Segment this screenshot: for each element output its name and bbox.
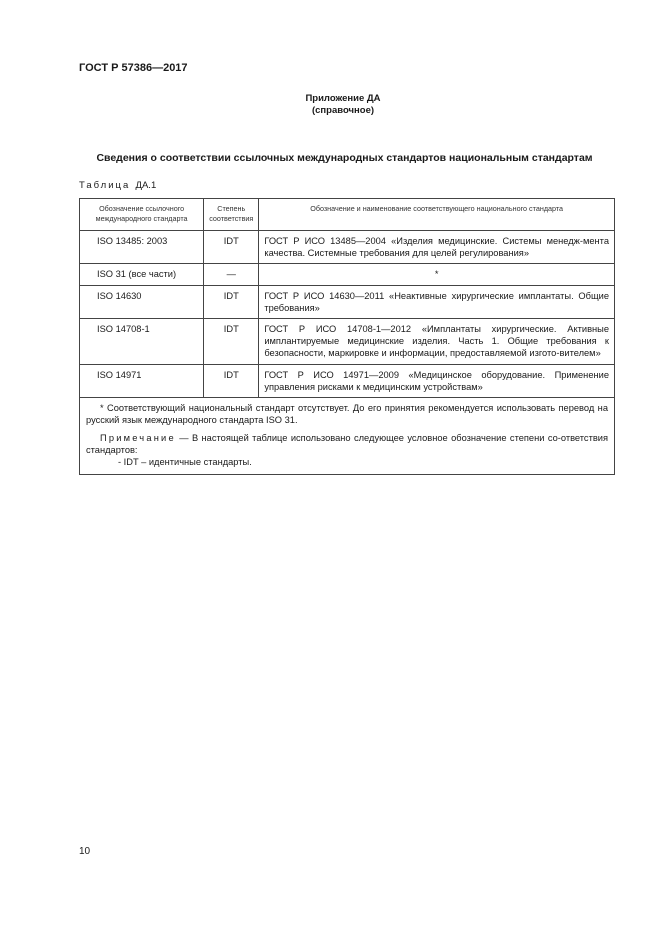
table-label-word: Таблица xyxy=(79,180,131,191)
cell-degree: IDT xyxy=(204,364,259,397)
annex-title: Приложение ДА xyxy=(305,93,381,104)
note-label: Примечание xyxy=(100,433,176,444)
cell-degree: IDT xyxy=(204,231,259,264)
cell-intl-standard: ISO 31 (все части) xyxy=(80,264,204,285)
table-footnote: * Соответствующий национальный стандарт отсутствует. До его принятия рекомендуется использовать перевод на русский язык международного стандарта ISO 31. xyxy=(86,403,608,426)
table-row xyxy=(80,264,615,285)
table-note xyxy=(86,432,608,456)
table-notes-row xyxy=(80,398,615,475)
document-code: ГОСТ Р 57386—2017 xyxy=(79,62,188,74)
annex-block xyxy=(0,93,661,117)
cell-intl-standard: ISO 14708-1 xyxy=(80,319,204,365)
note-item: - IDT – идентичные стандарты. xyxy=(118,457,252,468)
cell-degree: — xyxy=(204,264,259,285)
cell-national-standard: ГОСТ Р ИСО 13485—2004 «Изделия медицинские. Системы менедж-мента качества. Системные требования для целей регулирования» xyxy=(259,231,615,264)
table-row xyxy=(80,364,615,397)
table-row xyxy=(80,319,615,365)
page-number: 10 xyxy=(79,846,91,857)
table-notes-cell xyxy=(80,398,615,475)
cell-national-standard: ГОСТ Р ИСО 14708-1—2012 «Имплантаты хирургические. Активные имплантируемые медицинские изделия. Часть 1. Общие требования к безопасности, маркировке и информации, предоставляемой изгото-вителем» xyxy=(259,319,615,365)
cell-degree: IDT xyxy=(204,319,259,365)
table-label-id: ДА.1 xyxy=(135,180,157,191)
table-label xyxy=(79,180,156,191)
cell-degree: IDT xyxy=(204,285,259,318)
cell-national-standard: ГОСТ Р ИСО 14971—2009 «Медицинское оборудование. Применение управления рисками к медицинским устройствам» xyxy=(259,364,615,397)
cell-national-standard: ГОСТ Р ИСО 14630—2011 «Неактивные хирургические имплантаты. Общие требования» xyxy=(259,285,615,318)
column-header-degree: Степень соответствия xyxy=(204,199,259,231)
note-text: — В настоящей таблице использовано следующее условное обозначение степени со-ответствия стандартов: xyxy=(86,433,608,456)
cell-intl-standard: ISO 13485: 2003 xyxy=(80,231,204,264)
column-header-national-standard: Обозначение и наименование соответствующего национального стандарта xyxy=(259,199,615,231)
cell-intl-standard: ISO 14971 xyxy=(80,364,204,397)
standards-table xyxy=(79,198,615,475)
annex-subtitle: (справочное) xyxy=(311,105,375,116)
table-row xyxy=(80,231,615,264)
table-row xyxy=(80,285,615,318)
section-heading: Сведения о соответствии ссылочных международных стандартов национальным стандартам xyxy=(96,152,593,164)
cell-intl-standard: ISO 14630 xyxy=(80,285,204,318)
table-header-row xyxy=(80,199,615,231)
cell-national-standard: * xyxy=(259,264,615,285)
column-header-intl-standard: Обозначение ссылочного международного стандарта xyxy=(80,199,204,231)
